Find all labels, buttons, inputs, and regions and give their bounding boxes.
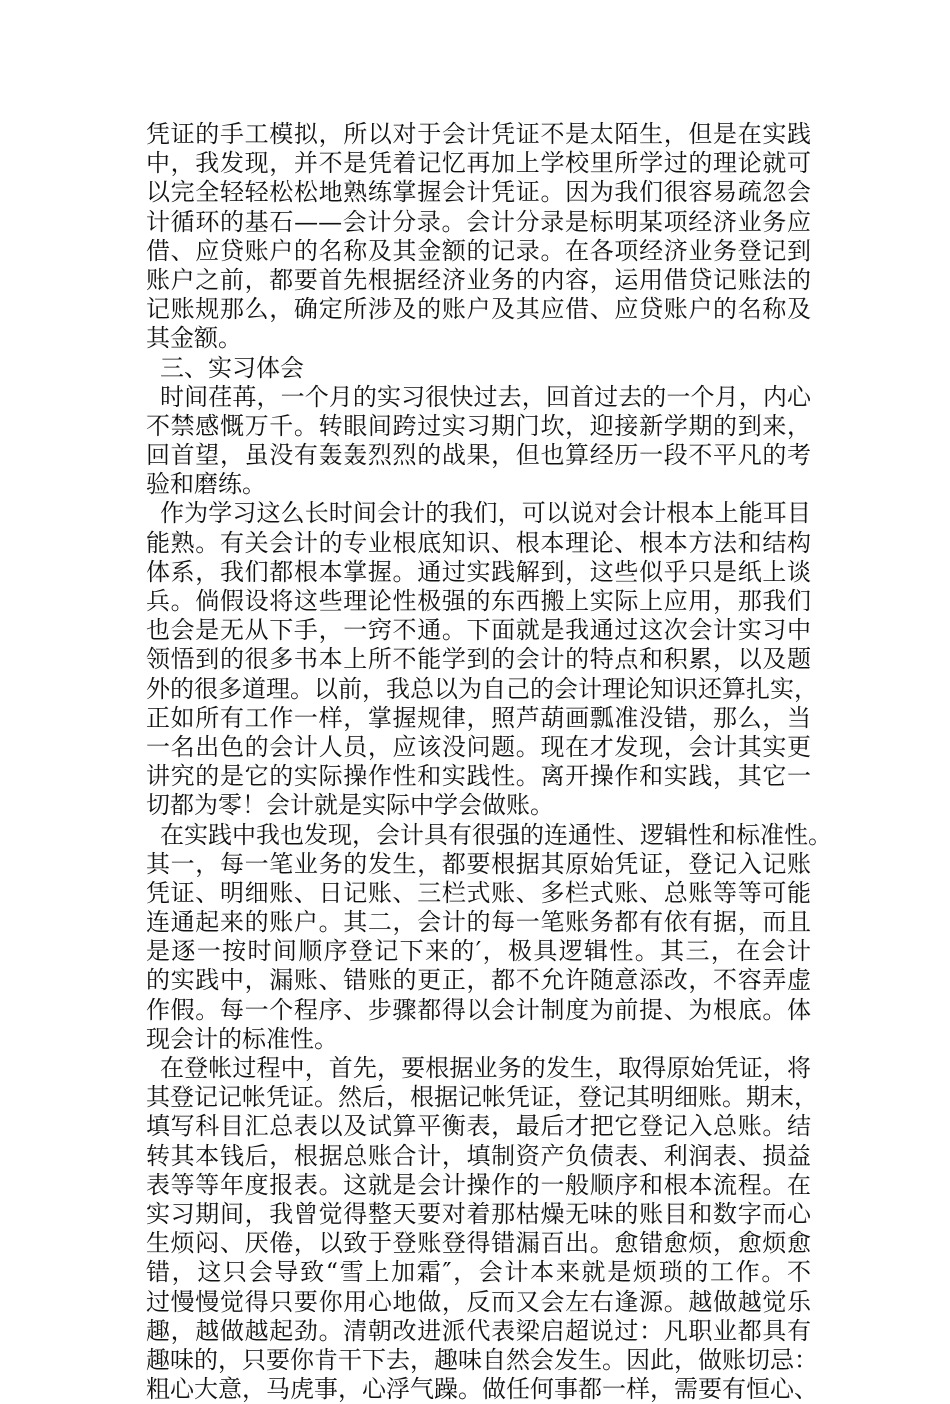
text-line: 能熟。有关会计的专业根底知识、根本理论、根本方法和结构	[146, 528, 811, 557]
text-line: 凭证、明细账、日记账、三栏式账、多栏式账、总账等等可能	[146, 878, 811, 907]
text-line: 表等等年度报表。这就是会计操作的一般顺序和根本流程。在	[146, 1170, 811, 1199]
text-line: 作假。每一个程序、步骤都得以会计制度为前提、为根底。体	[146, 995, 811, 1024]
text-line: 实习期间，我曾觉得整天要对着那枯燥无味的账目和数字而心	[146, 1199, 811, 1228]
text-line: 连通起来的账户。其二，会计的每一笔账务都有依有据，而且	[146, 908, 811, 937]
text-line: 转其本钱后，根据总账合计，填制资产负债表、利润表、损益	[146, 1141, 811, 1170]
text-line: 其金额。	[146, 324, 242, 353]
text-line: 过慢慢觉得只要你用心地做，反而又会左右逢源。越做越觉乐	[146, 1287, 811, 1316]
text-line: 其一，每一笔业务的发生，都要根据其原始凭证，登记入记账	[146, 849, 811, 878]
text-line: 兵。倘假设将这些理论性极强的东西搬上实际上应用，那我们	[146, 587, 811, 615]
text-line: 趣味的，只要你肯干下去，趣味自然会发生。因此，做账切忌：	[146, 1345, 818, 1374]
text-line: 正如所有工作一样，掌握规律，照芦葫画瓢准没错，那么，当	[146, 703, 811, 732]
text-line: 作为学习这么长时间会计的我们，可以说对会计根本上能耳目	[160, 499, 811, 528]
text-line: 不禁感慨万千。转眼间跨过实习期门坎，迎接新学期的到来，	[146, 411, 811, 440]
text-line: 以完全轻轻松松地熟练掌握会计凭证。因为我们很容易疏忽会	[146, 178, 811, 207]
text-line: 也会是无从下手，一窍不通。下面就是我通过这次会计实习中	[146, 616, 811, 645]
text-line: 生烦闷、厌倦，以致于登账登得错漏百出。愈错愈烦，愈烦愈	[146, 1229, 811, 1258]
text-line: 外的很多道理。以前，我总以为自己的会计理论知识还算扎实，	[146, 674, 818, 703]
text-line: 其登记记帐凭证。然后，根据记帐凭证，登记其明细账。期末，	[146, 1083, 818, 1112]
text-line: 账户之前，都要首先根据经济业务的内容，运用借贷记账法的	[146, 265, 811, 294]
text-line: 的实践中，漏账、错账的更正，都不允许随意添改，不容弄虚	[146, 966, 811, 995]
text-line: 讲究的是它的实际操作性和实践性。离开操作和实践，其它一	[146, 762, 811, 791]
text-line: 中，我发现，并不是凭着记忆再加上学校里所学过的理论就可	[146, 149, 811, 178]
text-line: 填写科目汇总表以及试算平衡表，最后才把它登记入总账。结	[146, 1112, 811, 1141]
text-line: 时间荏苒，一个月的实习很快过去，回首过去的一个月，内心	[160, 382, 811, 411]
text-line: 现会计的标准性。	[146, 1024, 338, 1053]
text-line: 趣，越做越起劲。清朝改进派代表梁启超说过：凡职业都具有	[146, 1316, 811, 1345]
text-line: 三、实习体会	[160, 353, 304, 382]
text-line: 验和磨练。	[146, 470, 266, 499]
text-line: 体系，我们都根本掌握。通过实践解到，这些似乎只是纸上谈	[146, 557, 811, 586]
text-line: 在实践中我也发现，会计具有很强的连通性、逻辑性和标准性。	[160, 820, 832, 849]
text-line: 计循环的基石——会计分录。会计分录是标明某项经济业务应	[146, 207, 811, 236]
text-line: 错，这只会导致“雪上加霜″，会计本来就是烦琐的工作。不	[146, 1258, 811, 1287]
text-line: 是逐一按时间顺序登记下来的′，极具逻辑性。其三，在会计	[146, 937, 811, 966]
text-line: 回首望，虽没有轰轰烈烈的战果，但也算经历一段不平凡的考	[146, 441, 811, 470]
text-line: 凭证的手工模拟，所以对于会计凭证不是太陌生，但是在实践	[146, 120, 811, 148]
text-line: 粗心大意，马虎事，心浮气躁。做任何事都一样，需要有恒心、	[146, 1375, 818, 1404]
document-body	[146, 120, 832, 1404]
text-line: 借、应贷账户的名称及其金额的记录。在各项经济业务登记到	[146, 236, 811, 265]
text-line: 在登帐过程中，首先，要根据业务的发生，取得原始凭证，将	[160, 1054, 811, 1082]
text-line: 一名出色的会计人员，应该没问题。现在才发现，会计其实更	[146, 732, 811, 761]
text-line: 记账规那么，确定所涉及的账户及其应借、应贷账户的名称及	[146, 295, 811, 324]
text-line: 切都为零！会计就是实际中学会做账。	[146, 791, 554, 820]
text-line: 领悟到的很多书本上所不能学到的会计的特点和积累，以及题	[146, 645, 811, 674]
